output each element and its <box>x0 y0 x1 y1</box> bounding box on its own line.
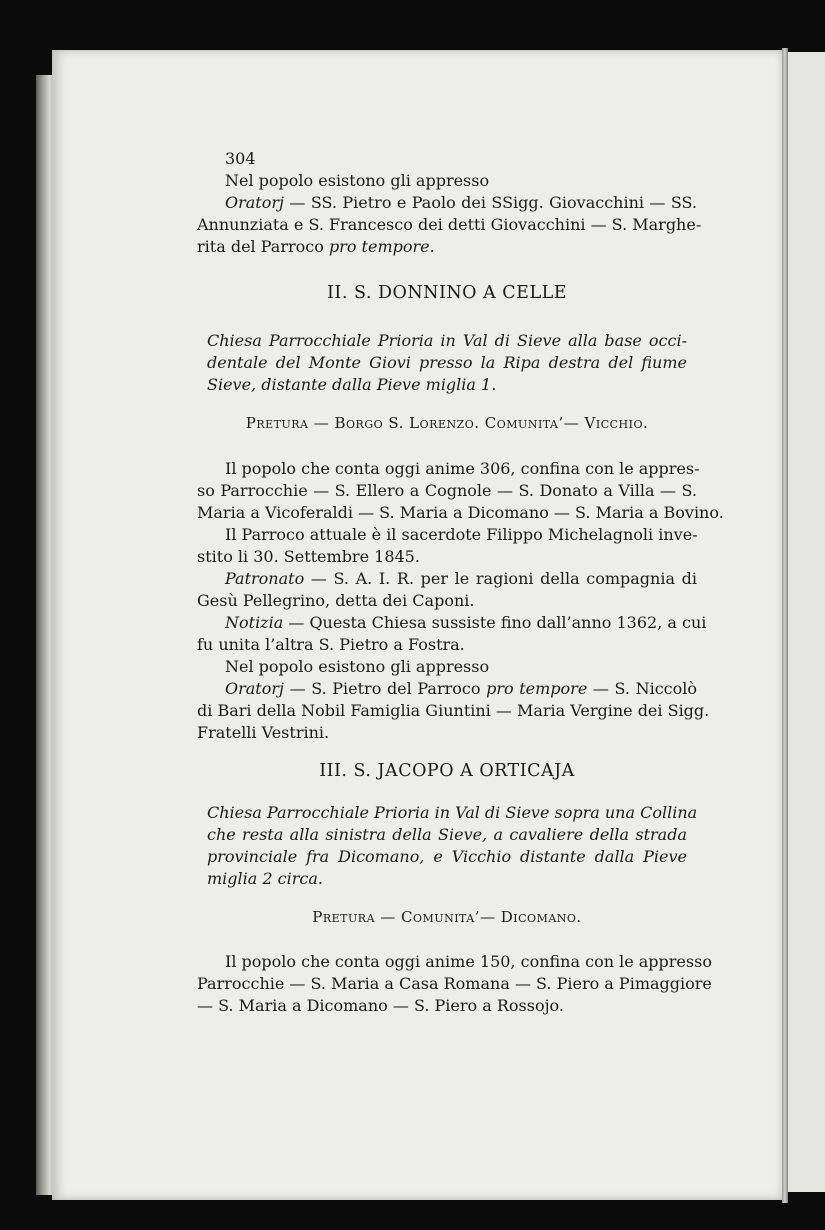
section-3-body <box>197 951 712 1017</box>
body-line: stito li 30. Settembre 1845. <box>197 547 420 566</box>
body-line: Parrocchie — S. Maria a Casa Romana — S. Piero a Pimaggiore <box>197 974 712 993</box>
section-3-description <box>197 802 697 890</box>
body-line: Nel popolo esistono gli appresso <box>225 657 490 676</box>
body-line: fu unita l’altra S. Pietro a Fostra. <box>197 635 465 654</box>
intro-line: Nel popolo esistono gli appresso <box>225 171 490 190</box>
patronato-label: Patronato <box>225 569 305 588</box>
body-line: Gesù Pellegrino, detta dei Caponi. <box>197 591 475 610</box>
description-line: miglia 2 circa. <box>207 869 323 888</box>
body-line <box>197 612 707 634</box>
intro-text: — SS. Pietro e Paolo dei SSigg. Giovacchini — SS. <box>283 193 697 212</box>
description-line: Sieve, distante dalla Pieve miglia 1. <box>207 375 497 394</box>
body-text: — S. A. I. R. per le ragioni della compagnia di <box>304 569 697 588</box>
body-line: Il popolo che conta oggi anime 306, confina con le appres- <box>225 459 700 478</box>
body-line: Maria a Vicoferaldi — S. Maria a Dicomano — S. Maria a Bovino. <box>197 503 724 522</box>
body-line: Il Parroco attuale è il sacerdote Filippo Michelagnoli inve- <box>225 525 698 544</box>
description-line: Chiesa Parrocchiale Prioria in Val di Sieve alla base occi- <box>207 331 687 350</box>
description-line: dentale del Monte Giovi presso la Ripa destra del fiume <box>207 353 687 372</box>
oratorj-label: Oratorj <box>225 193 284 212</box>
body-text: — S. Niccolò <box>587 679 698 698</box>
section-3-pretura: Pretura — Comunita’— Dicomano. <box>312 908 582 926</box>
description-line: che resta alla sinistra della Sieve, a cavaliere della strada <box>207 825 687 844</box>
intro-line <box>197 236 697 258</box>
body-line: Il popolo che conta oggi anime 150, confina con le appresso <box>225 952 712 971</box>
body-text-italic: pro tempore <box>486 679 588 698</box>
section-3-title: III. S. JACOPO A ORTICAJA <box>319 761 575 781</box>
intro-text: rita del Parroco <box>197 237 329 256</box>
intro-block <box>197 148 702 258</box>
section-2-title: II. S. DONNINO A CELLE <box>327 283 567 303</box>
intro-line <box>197 192 697 214</box>
facing-page <box>788 52 825 1192</box>
notizia-label: Notizia <box>225 613 284 632</box>
body-text: — Questa Chiesa sussiste fino dall’anno 1362, a cui <box>283 613 707 632</box>
description-line: provinciale fra Dicomano, e Vicchio distante dalla Pieve <box>207 847 687 866</box>
body-line: di Bari della Nobil Famiglia Giuntini — Maria Vergine dei Sigg. <box>197 701 710 720</box>
body-line <box>197 678 697 700</box>
body-line: Fratelli Vestrini. <box>197 723 330 742</box>
intro-text-italic: pro tempore. <box>328 237 435 256</box>
body-text: — S. Pietro del Parroco <box>283 679 487 698</box>
body-line: so Parrocchie — S. Ellero a Cognole — S. Donato a Villa — S. <box>197 481 697 500</box>
section-2-description <box>197 330 697 396</box>
body-line: — S. Maria a Dicomano — S. Piero a Rossojo. <box>197 996 564 1015</box>
oratorj-label: Oratorj <box>225 679 284 698</box>
section-2-pretura: Pretura — Borgo S. Lorenzo. Comunita’— Vicchio. <box>245 414 649 432</box>
intro-line: Annunziata e S. Francesco dei detti Giovacchini — S. Marghe- <box>197 215 702 234</box>
page-number: 304 <box>225 149 256 168</box>
body-line <box>197 568 697 590</box>
description-line: Chiesa Parrocchiale Prioria in Val di Sieve sopra una Collina <box>207 803 698 822</box>
section-2-body <box>197 458 724 744</box>
